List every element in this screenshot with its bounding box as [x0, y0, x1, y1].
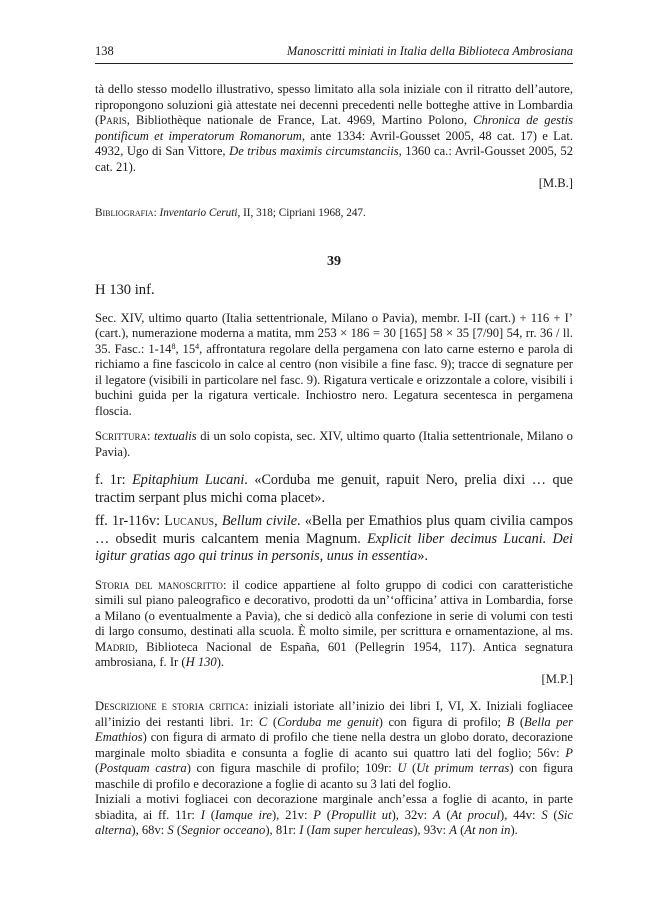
previous-entry-paragraph: tà dello stesso modello illustrativo, spesso limitato alla sola iniziale con il ritratto dell’autore, ripropongono soluzioni già attestate nei decenni precedenti nelle botteghe attive in Lombardia (Paris, Bibliothèque nationale de France, Lat. 4969, Martino Polono, Chronica de gestis pontificum et imperatorum Romanorum, ante 1334: Avril-Gousset 2005, 48 cat. 17) e Lat. 4932, Ugo di San Vittore, De tribus maximis circumstanciis, 1360 ca.: Avril-Gousset 2005, 52 cat. 21). — [95, 82, 574, 174]
bibliography: Bibliografia: Inventario Ceruti, II, 318; Cipriani 1968, 247. — [95, 206, 366, 219]
work-title: De tribus maximis circumstanciis — [229, 144, 399, 158]
contents-item-epitaph: f. 1r: Epitaphium Lucani. «Corduba me genuit, rapuit Nero, prelia dixi … que tractim serpant plus michi coma placet». — [95, 472, 573, 506]
page-number: 138 — [95, 44, 114, 58]
shelfmark: H 130 inf. — [95, 281, 155, 298]
description-critical-history: Descrizione e storia critica: iniziali istoriate all’inizio dei libri I, VI, X. Iniziali fogliacee all’inizio dei restanti libri. 1r: C (Corduba me genuit) con figura di profilo; B (Bella per Emathios) con figura di armato di profilo che tiene nella destra un globo dorato, decorazione marginale molto sbiadita e consunta a foglie di acanto sui quattro lati del foglio; 56v: P (Postquam castra) con figura maschile di profilo; 109r: U (Ut primum terras) con figura maschile di profilo e decorazione a foglie di acanto su 3 lati del foglio. — [95, 699, 574, 791]
city-paris: Paris — [99, 113, 127, 127]
running-title: Manoscritti miniati in Italia della Biblioteca Ambrosiana — [286, 44, 573, 58]
running-header — [95, 44, 573, 64]
script-label: Scrittura — [95, 429, 148, 443]
author-signature: [M.B.] — [538, 176, 573, 190]
contents-item-bellum-civile: ff. 1r-116v: Lucanus, Bellum civile. «Bella per Emathios plus quam civilia campos … obsedit muris calcantem menia Magnum. Explicit liber decimus Lucani. Dei igitur gratias ago qui trinus in personis, unus in essentia». — [95, 513, 573, 564]
bibliography-label: Bibliografia — [95, 206, 154, 219]
history-label: Storia del manoscritto — [95, 577, 223, 592]
codicological-description: Sec. XIV, ultimo quarto (Italia settentrionale, Milano o Pavia), membr. I-II (cart.) + 116 + I’ (cart.), numerazione moderna a matita, mm 253 × 186 = 30 [165] 58 × 35 [7/90] 54, rr. 36 / ll. 35. Fasc.: $1-14^8$, $15^4$, affrontatura regolare della pergamena con lato carne esterno e parola di richiamo a fine fascicolo in calce al centro (non visibile a fine fasc. 9); tracce di segnature per il legatore (visibili in particolare nel fasc. 9). Rigatura verticale e orizzontale a colore, visibili i buchini guida per la rigatura verticale. Inchiostro nero. Legatura secentesca in pergamena floscia. — [95, 310, 574, 418]
script-section: Scrittura: textualis di un solo copista, sec. XIV, ultimo quarto (Italia settentrionale, Milano o Pavia). — [95, 429, 573, 459]
description-label: Descrizione e storia critica — [95, 699, 246, 713]
entry-number: 39 — [327, 253, 341, 269]
catalog-page — [95, 44, 573, 839]
work-title: Chronica de gestis pontificum et imperatorum Romanorum — [95, 113, 573, 143]
description-foliate-initials: Iniziali a motivi fogliacei con decorazione marginale anch’essa a foglie di acanto, in parte sbiadita, ai ff. 11r: I (Iamque ire), 21v: P (Propullit ut), 32v: A (At procul), 44v: S (Sic alterna), 68v: S (Segnior occeano), 81r: I (Iam super herculeas), 93v: A (At non in). — [95, 792, 573, 837]
manuscript-history: Storia del manoscritto: il codice appartiene al folto gruppo di codici con caratteristiche simili sul piano paleografico e decorativo, prodotti da un’‘officina’ attiva in Lombardia, forse a Milano (o eventualmente a Pavia), che si dedicò alla confezione in serie di volumi con testi di largo consumo, destinati alla scuola. È molto simile, per scrittura e ornamentazione, al ms. Madrid, Biblioteca Nacional de España, 601 (Pellegrin 1954, 117). Antica segnatura ambrosiana, f. Ir (H 130). — [95, 577, 573, 669]
city-madrid: Madrid — [95, 639, 135, 654]
author-signature: [M.P.] — [541, 671, 573, 686]
